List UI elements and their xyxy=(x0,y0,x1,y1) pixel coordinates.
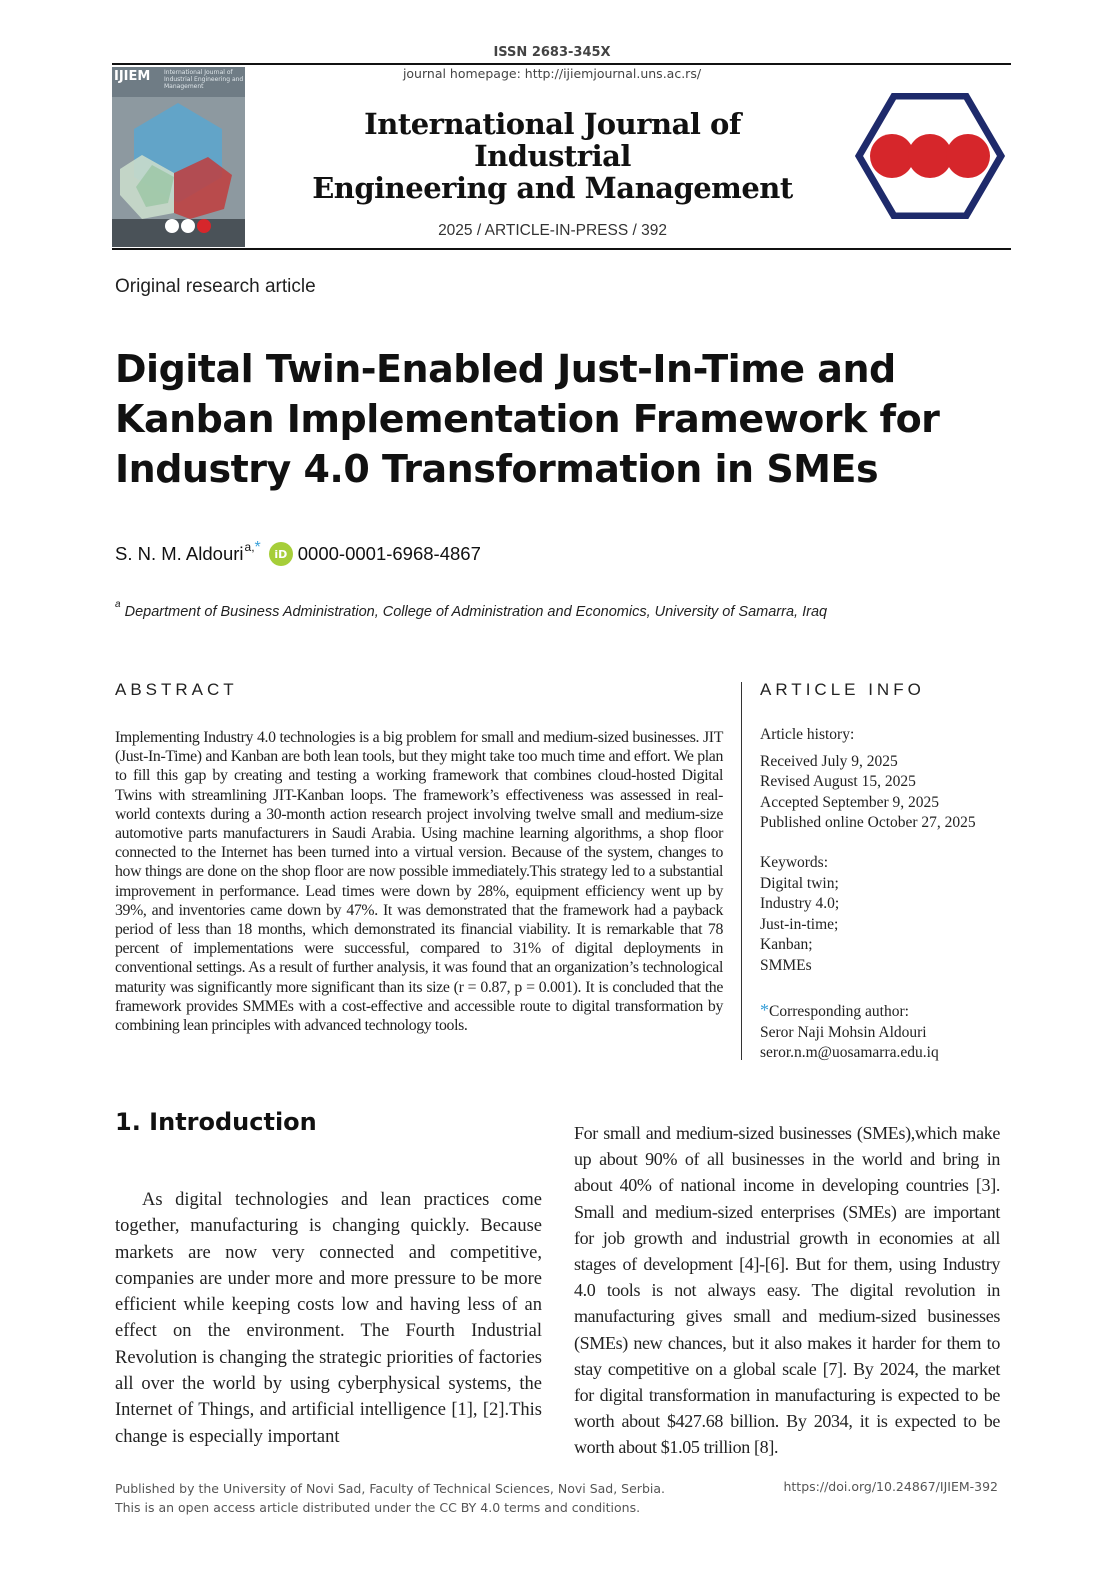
doi-link[interactable]: https://doi.org/10.24867/IJIEM-392 xyxy=(783,1479,998,1494)
date-accepted: Accepted September 9, 2025 xyxy=(760,793,940,811)
keywords-label: Keywords: xyxy=(760,854,829,871)
footer-license-text: This is an open access article distributed under the CC BY 4.0 terms and conditions. xyxy=(115,1500,641,1515)
abstract-heading: ABSTRACT xyxy=(115,680,238,699)
affiliation-text: Department of Business Administration, College of Administration and Economics, University of Samarra, Iraq xyxy=(124,603,828,620)
affiliation xyxy=(115,599,828,620)
article-type: Original research article xyxy=(115,276,316,297)
corresponding-author-block xyxy=(760,1000,1010,1064)
footer-license xyxy=(115,1479,665,1517)
introduction-column-2: For small and medium-sized businesses (SMEs),which make up about 90% of all businesses in the world and bring in about 40% of national income in developing countries [3]. Small and medium-sized enterprises (SMEs) are important for job growth and industrial growth in economies at all stages of development [4]-[6]. But for them, using Industry 4.0 tools is not always easy. The digital revolution in manufacturing gives small and medium-sized businesses (SMEs) new chances, but it also makes it harder for them to stay competitive on a global scale [7]. By 2024, the market for digital transformation in manufacturing is expected to be worth about $427.68 billion. By 2034, it is expected to be worth about $1.05 trillion [8]. xyxy=(574,1123,1000,1458)
corresponding-email[interactable]: seror.n.m@uosamarra.edu.iq xyxy=(760,1044,939,1061)
volume-info: 2025 / ARTICLE-IN-PRESS / 392 xyxy=(438,222,667,239)
header-bottom-rule xyxy=(112,248,1011,250)
cover-logos-icon xyxy=(164,217,224,235)
journal-title-line1: International Journal of Industrial xyxy=(364,107,741,173)
orcid-icon[interactable]: iD xyxy=(269,542,293,566)
affiliation-sup: a xyxy=(115,599,121,610)
date-received: Received July 9, 2025 xyxy=(760,752,898,770)
journal-homepage-link[interactable]: journal homepage: http://ijiemjournal.uns.ac.rs/ xyxy=(402,66,702,81)
corresponding-star-icon: * xyxy=(254,539,261,556)
journal-logo-icon xyxy=(855,93,1005,219)
author-line xyxy=(115,539,481,566)
issn: ISSN 2683-345X xyxy=(493,45,611,60)
corresponding-label: Corresponding author: xyxy=(769,1003,909,1020)
corresponding-name: Seror Naji Mohsin Aldouri xyxy=(760,1023,927,1041)
keyword-item: Kanban; xyxy=(760,936,813,953)
introduction-heading: 1. Introduction xyxy=(115,1108,317,1136)
keyword-item: Just-in-time; xyxy=(760,915,839,933)
article-title: Digital Twin-Enabled Just-In-Time and Kanban Implementation Framework for Industry 4.0 Transformation in SMEs xyxy=(115,347,940,491)
article-history xyxy=(760,725,1010,834)
cover-abbr: IJIEM xyxy=(114,69,151,84)
date-published: Published online October 27, 2025 xyxy=(760,814,976,831)
keyword-item: SMMEs xyxy=(760,956,812,974)
header-top-rule xyxy=(112,63,1011,65)
date-revised: Revised August 15, 2025 xyxy=(760,773,916,790)
history-label: Article history: xyxy=(760,726,855,743)
article-info-heading: ARTICLE INFO xyxy=(760,680,925,699)
introduction-column-1: As digital technologies and lean practices come together, manufacturing is changing quickly. Because markets are now very connected and competitive, companies are under more and more pressure to be more efficient while keeping costs low and having less of an effect on the environment. The Fourth Industrial Revolution is changing the strategic priorities of factories all over the world by using cyberphysical systems, the Internet of Things, and artificial intelligence [1], [2].This change is especially important xyxy=(115,1190,542,1447)
author-affiliation-sup: a, xyxy=(244,540,255,554)
keywords-block xyxy=(760,853,1010,976)
cover-hexagon-art xyxy=(112,95,245,219)
journal-title xyxy=(300,108,805,204)
orcid-id[interactable]: 0000-0001-6968-4867 xyxy=(297,543,481,564)
info-divider xyxy=(741,682,742,1060)
keyword-item: Industry 4.0; xyxy=(760,895,840,912)
corresponding-label-line xyxy=(760,1000,1010,1023)
journal-title-line2: Engineering and Management xyxy=(312,171,793,205)
journal-cover-image xyxy=(112,67,245,247)
footer-publisher: Published by the University of Novi Sad, Faculty of Technical Sciences, Novi Sad, Serbia. xyxy=(115,1481,665,1496)
author-name[interactable]: S. N. M. Aldouri xyxy=(115,543,244,564)
abstract-text: Implementing Industry 4.0 technologies is a big problem for small and medium-sized businesses. JIT (Just-In-Time) and Kanban are both lean tools, but they might take too much time and effort. We plan to fill this gap by creating and testing a working framework that combines cloud-hosted Digital Twins with streamlining JIT-Kanban loops. The framework’s effectiveness was assessed in real-world contexts during a 30-month action research project involving twelve small and medium-size automotive parts manufacturers in Saudi Arabia. Using machine learning algorithms, a shop floor connected to the Internet has been turned into a virtual version. Because of the system, changes to how things are done on the shop floor are now possible immediately.This strategy led to a substantial improvement in performance. Lead times were down by 28%, equipment efficiency went up by 39%, and inventories came down by 47%. It was demonstrated that the framework had a payback period of less than 18 months, which demonstrated its financial viability. It is remarkable that 78 percent of implementations were successful, compared to 31% of digital deployments in conventional settings. As a result of further analysis, it was found that an organization’s technological maturity was significantly more significant than its size (r = 0.87, p = 0.001). It is concluded that the framework provides SMMEs with a cost-effective and accessible route to digital transformation by combining lean principles with advanced technology tools. xyxy=(115,729,723,1035)
cover-subtitle: International Journal of Industrial Engineering and Management xyxy=(164,69,244,90)
keyword-item: Digital twin; xyxy=(760,874,839,892)
corresponding-star-icon: * xyxy=(760,1000,769,1020)
